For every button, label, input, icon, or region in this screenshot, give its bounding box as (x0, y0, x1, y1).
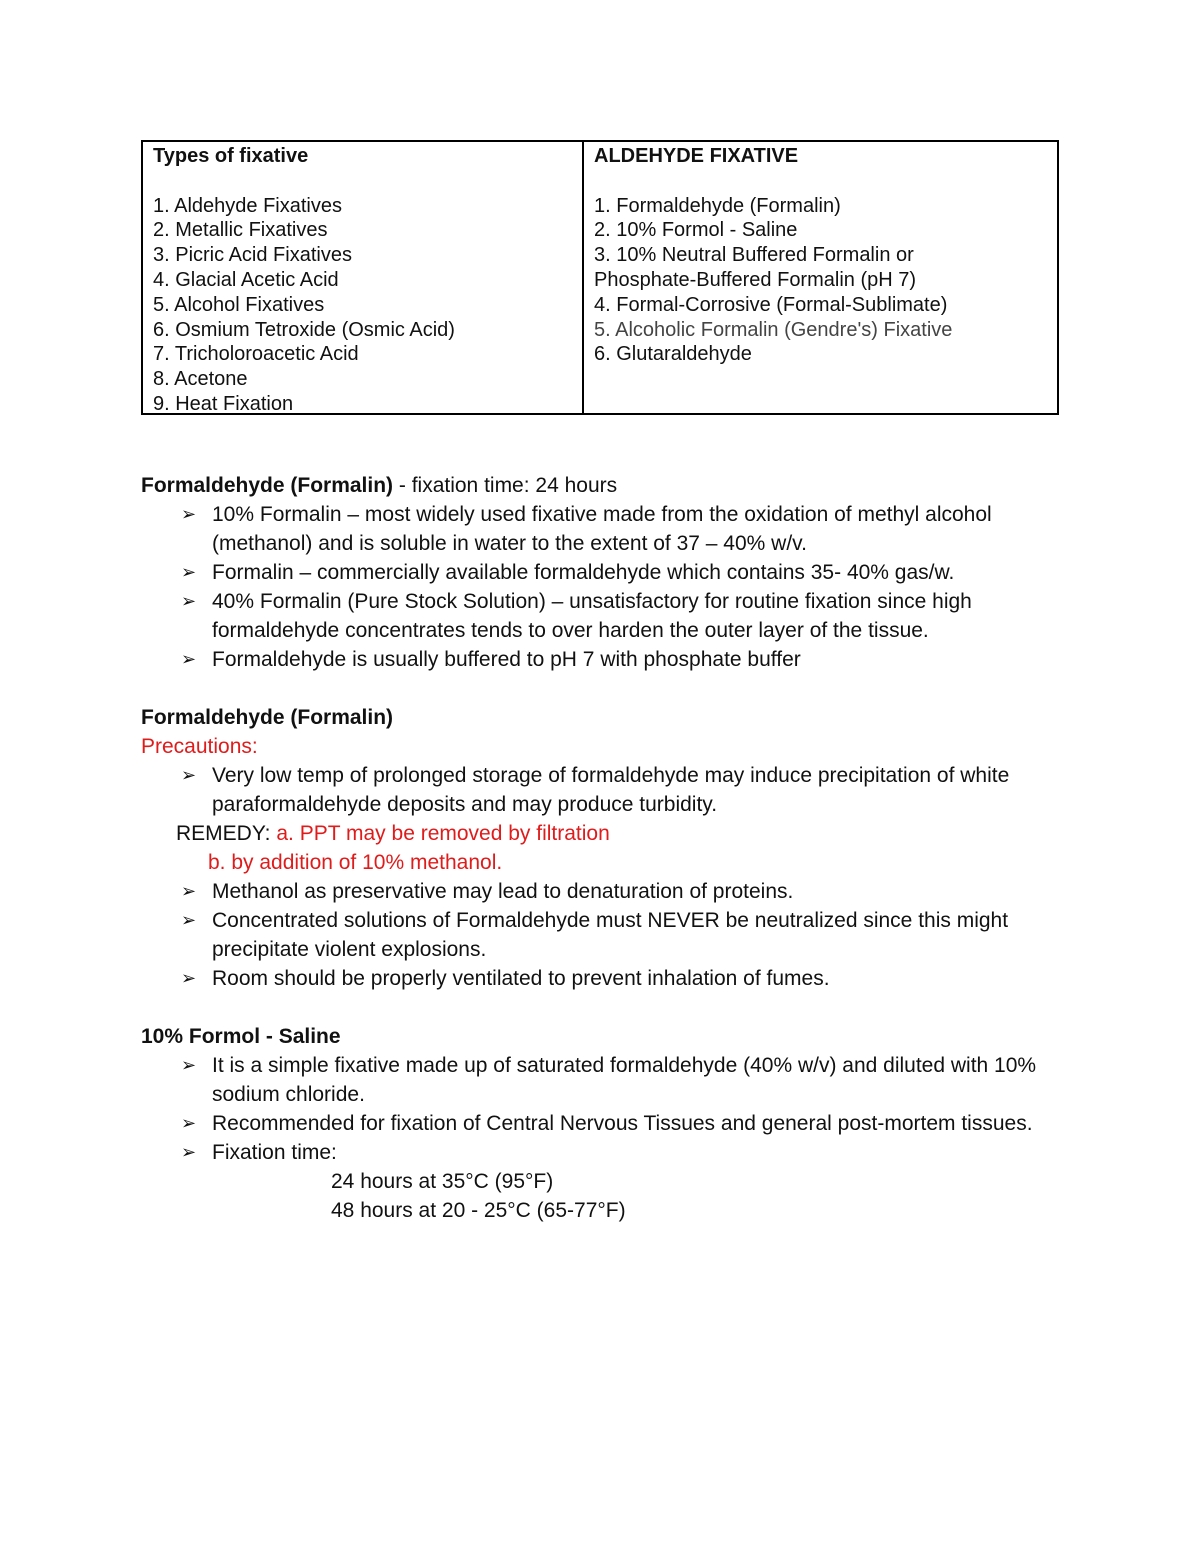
section-heading: Formaldehyde (Formalin) (141, 474, 394, 497)
arrow-bullet-icon: ➢ (181, 765, 197, 785)
arrow-bullet-icon: ➢ (181, 649, 197, 669)
list-item-text: Methanol as preservative may lead to denaturation of proteins. (212, 880, 794, 903)
aldehyde-item: Phosphate-Buffered Formalin (pH 7) (594, 268, 917, 291)
list-item-text: It is a simple fixative made up of saturated formaldehyde (40% w/v) and diluted with 10% sodium chloride. (212, 1054, 1037, 1106)
types-item: 1. Aldehyde Fixatives (153, 194, 342, 217)
bullet-list (141, 877, 1071, 993)
aldehyde-column (584, 142, 1057, 413)
fixation-time-note: - fixation time: 24 hours (393, 474, 618, 497)
aldehyde-item: 3. 10% Neutral Buffered Formalin or (594, 244, 914, 267)
list-item-text: Concentrated solutions of Formaldehyde must NEVER be neutralized since this might precipitate violent explosions. (212, 909, 1009, 961)
fixation-time-1: 24 hours at 35°C (95°F) (331, 1170, 554, 1193)
types-item: 9. Heat Fixation (153, 392, 294, 415)
arrow-bullet-icon: ➢ (181, 1055, 197, 1075)
list-item-text: 40% Formalin (Pure Stock Solution) – unsatisfactory for routine fixation since high formaldehyde concentrates tends to over harden the outer layer of the tissue. (212, 590, 972, 642)
list-item (141, 1051, 1071, 1109)
bullet-list (141, 1051, 1071, 1167)
types-item: 2. Metallic Fixatives (153, 219, 328, 242)
list-item (141, 1109, 1071, 1138)
arrow-bullet-icon: ➢ (181, 591, 197, 611)
section-heading-line (141, 471, 1071, 500)
fixative-table (141, 140, 1059, 415)
list-item (141, 906, 1071, 964)
section-formaldehyde (141, 471, 1071, 674)
aldehyde-item: 1. Formaldehyde (Formalin) (594, 194, 841, 217)
aldehyde-item: 2. 10% Formol - Saline (594, 219, 798, 242)
section-heading: Formaldehyde (Formalin) (141, 706, 394, 729)
types-item: 6. Osmium Tetroxide (Osmic Acid) (153, 318, 455, 341)
list-item-text: Recommended for fixation of Central Nervous Tissues and general post-mortem tissues. (212, 1112, 1033, 1135)
list-item (141, 558, 1071, 587)
arrow-bullet-icon: ➢ (181, 881, 197, 901)
bullet-list (141, 761, 1071, 819)
types-list (153, 194, 572, 417)
arrow-bullet-icon: ➢ (181, 1113, 197, 1133)
bullet-list (141, 500, 1071, 674)
list-item (141, 1138, 1071, 1167)
arrow-bullet-icon: ➢ (181, 910, 197, 930)
aldehyde-item: 4. Formal-Corrosive (Formal-Sublimate) (594, 293, 948, 316)
list-item (141, 645, 1071, 674)
arrow-bullet-icon: ➢ (181, 562, 197, 582)
types-header: Types of fixative (153, 145, 309, 167)
list-item (141, 761, 1071, 819)
section-formol-saline (141, 1022, 1071, 1225)
list-item (141, 587, 1071, 645)
types-item: 5. Alcohol Fixatives (153, 293, 325, 316)
aldehyde-item: 6. Glutaraldehyde (594, 343, 752, 366)
list-item-text: Fixation time: (212, 1141, 337, 1164)
arrow-bullet-icon: ➢ (181, 968, 197, 988)
document-body (141, 471, 1071, 1254)
list-item (141, 500, 1071, 558)
types-item: 8. Acetone (153, 368, 248, 391)
types-item: 7. Tricholoroacetic Acid (153, 343, 359, 366)
aldehyde-header: ALDEHYDE FIXATIVE (594, 145, 799, 167)
section-precautions (141, 703, 1071, 993)
list-item-text: 10% Formalin – most widely used fixative made from the oxidation of methyl alcohol (methanol) and is soluble in water to the extent of 37 – 40% w/v. (212, 503, 992, 555)
fixation-time-2: 48 hours at 20 - 25°C (65-77°F) (331, 1199, 626, 1222)
remedy-label: REMEDY: (176, 822, 277, 845)
types-item: 3. Picric Acid Fixatives (153, 244, 352, 267)
aldehyde-list (594, 194, 1047, 368)
arrow-bullet-icon: ➢ (181, 504, 197, 524)
list-item-text: Room should be properly ventilated to prevent inhalation of fumes. (212, 967, 830, 990)
list-item-text: Formaldehyde is usually buffered to pH 7 with phosphate buffer (212, 648, 801, 671)
aldehyde-item: 5. Alcoholic Formalin (Gendre's) Fixative (594, 318, 953, 341)
precautions-label: Precautions: (141, 735, 258, 758)
types-column (143, 142, 584, 413)
section-heading: 10% Formol - Saline (141, 1025, 341, 1048)
remedy-b: b. by addition of 10% methanol. (208, 851, 503, 874)
types-item: 4. Glacial Acetic Acid (153, 268, 339, 291)
list-item (141, 964, 1071, 993)
remedy-a: a. PPT may be removed by filtration (276, 822, 610, 845)
list-item (141, 877, 1071, 906)
list-item-text: Formalin – commercially available formaldehyde which contains 35- 40% gas/w. (212, 561, 955, 584)
remedy-line (141, 819, 1071, 848)
list-item-text: Very low temp of prolonged storage of formaldehyde may induce precipitation of white paraformaldehyde deposits and may produce turbidity. (212, 764, 1010, 816)
arrow-bullet-icon: ➢ (181, 1142, 197, 1162)
